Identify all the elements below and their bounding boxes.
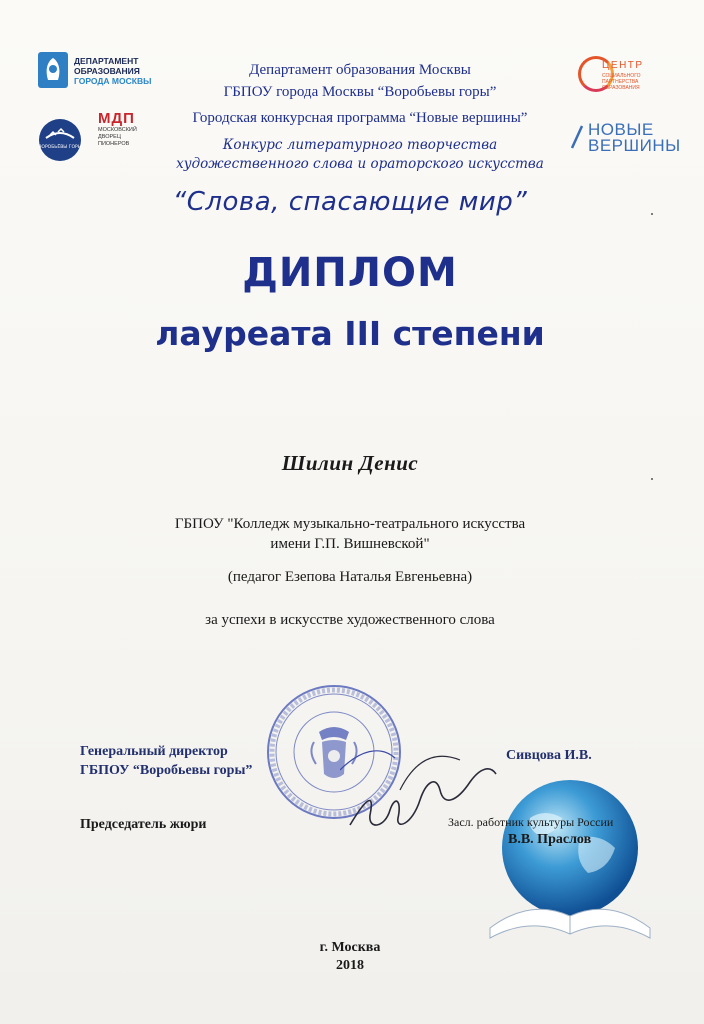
mdp-logo-sub3: ПИОНЕРОВ [98, 141, 130, 147]
diploma-title: ДИПЛОМ [242, 250, 458, 296]
moscow-emblem-icon [36, 50, 70, 90]
center-logo-title: ЦЕНТР [602, 60, 644, 71]
recipient-teacher: (педагог Езепова Наталья Евгеньевна) [227, 569, 473, 585]
speck [651, 213, 653, 215]
jury-chair-title: Председатель жюри [80, 817, 207, 832]
department-logo-line1: ДЕПАРТАМЕНТ [74, 56, 139, 66]
header-organization: ГБПОУ города Москвы “Воробьевы горы” [223, 84, 497, 100]
department-logo-line2: ОБРАЗОВАНИЯ [74, 66, 140, 76]
jury-chair-name: В.В. Праслов [508, 832, 592, 847]
header-department: Департамент образования Москвы [249, 62, 471, 78]
recipient-name: Шилин Денис [281, 451, 419, 475]
director-name: Сивцова И.В. [506, 748, 592, 763]
mdp-logo-sub1: МОСКОВСКИЙ [98, 127, 137, 133]
novye-vershiny-line1: НОВЫЕ [588, 120, 654, 139]
header-contest-2: художественного слова и ораторского искусства [176, 156, 544, 172]
handwritten-signature-icon [340, 730, 520, 850]
mdp-logo [98, 110, 158, 162]
center-logo-sub: СОЦИАЛЬНОГО ПАРТНЕРСТВА ОБРАЗОВАНИЯ [602, 73, 641, 91]
novye-vershiny-logo [572, 120, 682, 160]
mdp-logo-mark: МДП [98, 110, 135, 127]
mdp-logo-sub2: ДВОРЕЦ [98, 134, 121, 140]
footer-city: г. Москва [319, 940, 381, 955]
vorobyovy-gory-logo-text: ВОРОБЬЁВЫ ГОРЫ [38, 145, 82, 150]
award-reason: за успехи в искусстве художественного слова [205, 612, 495, 628]
center-partnership-logo [578, 56, 688, 100]
diploma-degree: лауреата III степени [155, 314, 545, 353]
director-title-1: Генеральный директор [80, 744, 228, 759]
novye-vershiny-line2: ВЕРШИНЫ [588, 136, 681, 155]
director-title-2: ГБПОУ “Воробьевы горы” [80, 763, 253, 778]
footer-year: 2018 [336, 958, 364, 973]
department-logo [36, 50, 156, 90]
header-contest-1: Конкурс литературного творчества [222, 137, 498, 153]
contest-motto: “Слова, спасающие мир” [172, 187, 528, 217]
vorobyovy-gory-emblem-icon [38, 118, 82, 162]
speck [651, 478, 653, 480]
recipient-institution-1: ГБПОУ "Колледж музыкально-театрального искусства [174, 516, 526, 532]
department-logo-line3: ГОРОДА МОСКВЫ [74, 76, 152, 86]
jury-chair-honor: Засл. работник культуры России [448, 815, 614, 829]
peak-slash-icon [570, 124, 586, 150]
recipient-institution-2: имени Г.П. Вишневской" [270, 536, 430, 552]
header-program: Городская конкурсная программа “Новые вершины” [192, 110, 528, 126]
vorobyovy-gory-logo [38, 118, 82, 162]
